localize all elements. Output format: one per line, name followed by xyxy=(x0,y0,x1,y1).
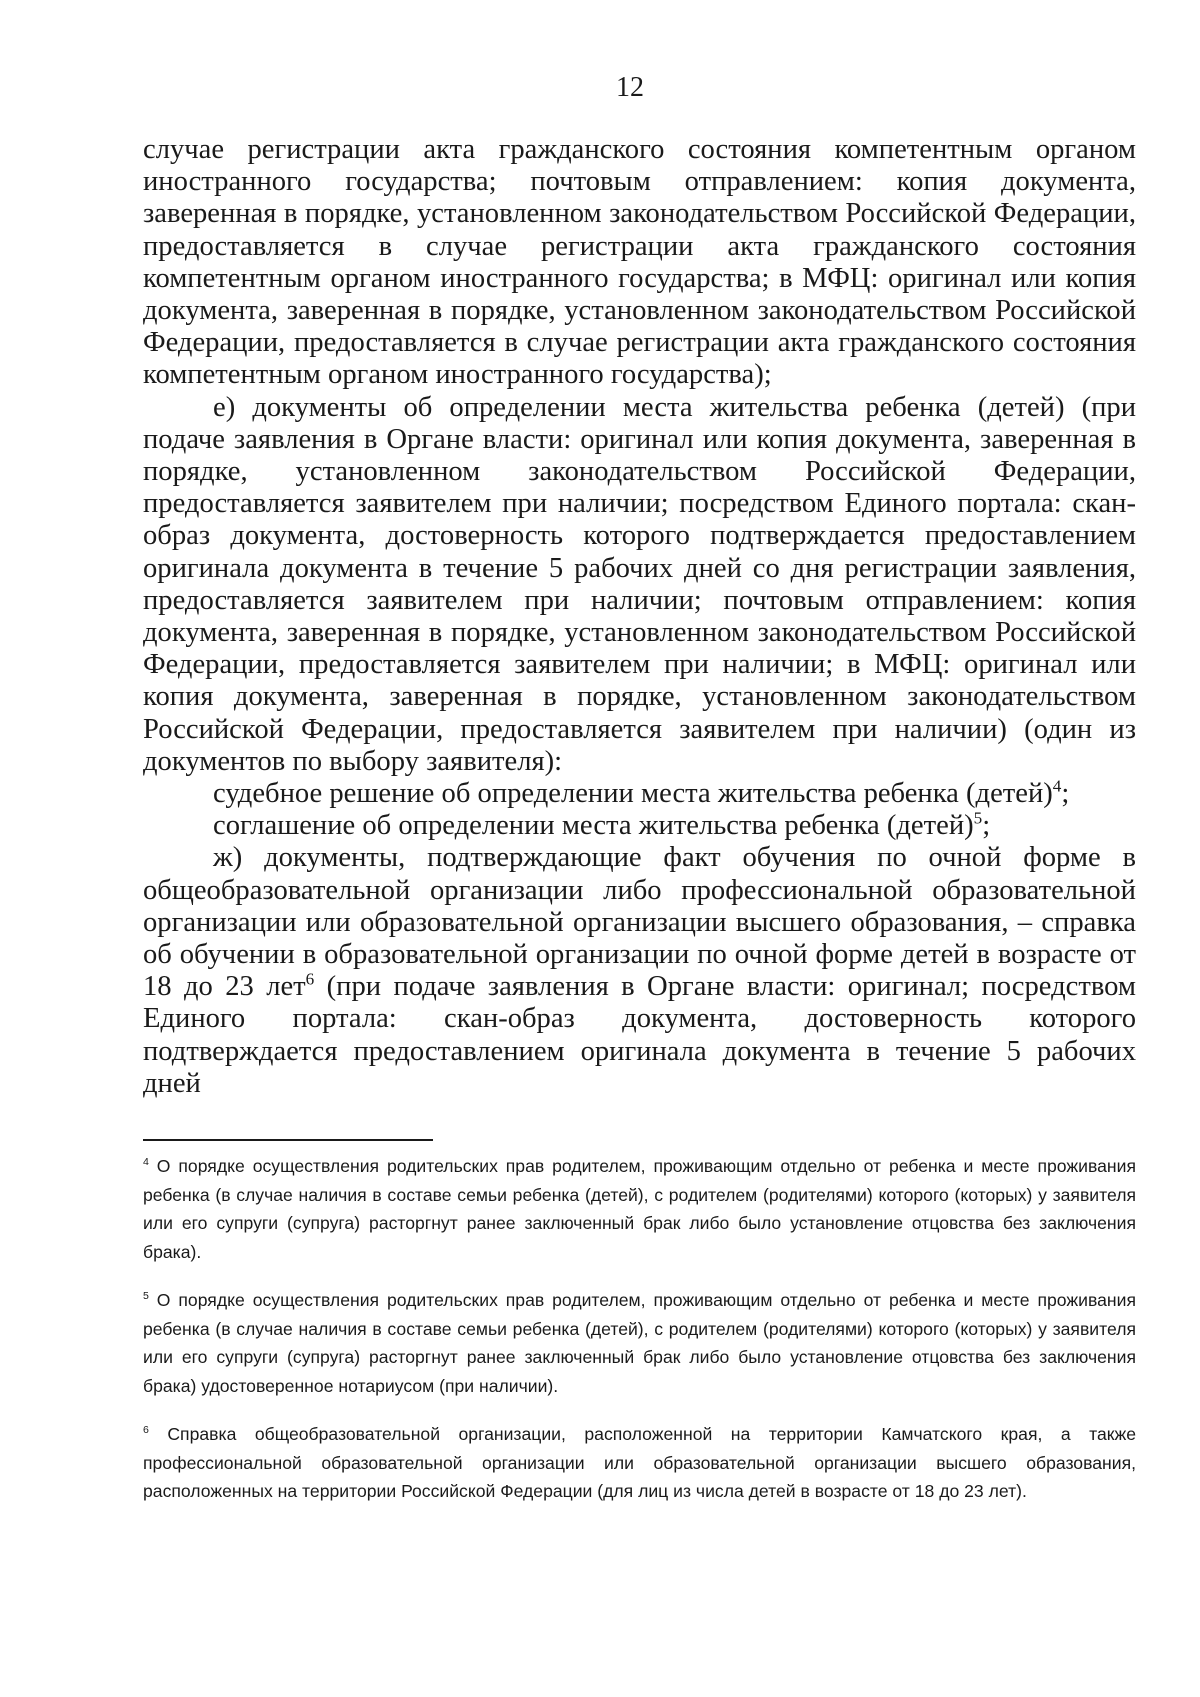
paragraph-court-decision xyxy=(143,778,1136,810)
footnote-text: О порядке осуществления родительских прав родителем, проживающим отдельно от ребенка и месте проживания ребенка (в случае наличия в составе семьи ребенка (детей), с родителем (родителями) которого (которых) у заявителя или его супруги (супруга) расторгнут ранее заключенный брак либо было установление отцовства без заключения брака). xyxy=(143,1156,1136,1262)
document-body xyxy=(143,134,1136,1100)
paragraph-agreement xyxy=(143,810,1136,842)
footnote-text: Справка общеобразовательной организации, расположенной на территории Камчатского края, а также профессиональной образовательной организации или образовательной организации высшего образования, расположенных на территории Российской Федерации (для лиц из числа детей в возрасте от 18 до 23 лет). xyxy=(143,1424,1136,1501)
footnote-text: О порядке осуществления родительских прав родителем, проживающим отдельно от ребенка и месте проживания ребенка (в случае наличия в составе семьи ребенка (детей), с родителем (родителями) которого (которых) у заявителя или его супруги (супруга) расторгнут ранее заключенный брак либо было установление отцовства без заключения брака) удостоверенное нотариусом (при наличии). xyxy=(143,1290,1136,1396)
item-zh-text-before: ж) документы, подтверждающие факт обучения по очной форме в общеобразовательной организации либо профессиональной образовательной организации или образовательной организации высшего образования, – справка об обучении в образовательной организации по очной форме детей в возрасте от 18 до 23 лет xyxy=(143,842,1136,1003)
footnote-separator xyxy=(143,1139,433,1141)
paragraph-continuation: случае регистрации акта гражданского состояния компетентным органом иностранного государства; почтовым отправлением: копия документа, заверенная в порядке, установленном законодательством Российской Федерации, предоставляется в случае регистрации акта гражданского состояния компетентным органом иностранного государства; в МФЦ: оригинал или копия документа, заверенная в порядке, установленном законодательством Российской Федерации, предоставляется в случае регистрации акта гражданского состояния компетентным органом иностранного государства); xyxy=(143,134,1136,391)
footnote-number: 6 xyxy=(143,1424,149,1437)
footnote-ref-5[interactable]: 5 xyxy=(973,808,983,828)
footnote-5 xyxy=(143,1286,1136,1400)
footnote-ref-4[interactable]: 4 xyxy=(1052,776,1062,796)
footnote-number: 4 xyxy=(143,1156,149,1169)
court-decision-text: судебное решение об определении места жительства ребенка (детей) xyxy=(213,778,1053,810)
paragraph-item-zh xyxy=(143,842,1136,1100)
agreement-end: ; xyxy=(982,810,991,842)
paragraph-item-e: е) документы об определении места жительства ребенка (детей) (при подаче заявления в Органе власти: оригинал или копия документа, заверенная в порядке, установленном законодательством Российской Федерации, предоставляется заявителем при наличии; посредством Единого портала: скан-образ документа, достоверность которого подтверждается предоставлением оригинала документа в течение 5 рабочих дней со дня регистрации заявления, предоставляется заявителем при наличии; почтовым отправлением: копия документа, заверенная в порядке, установленном законодательством Российской Федерации, предоставляется заявителем при наличии; в МФЦ: оригинал или копия документа, заверенная в порядке, установленном законодательством Российской Федерации, предоставляется заявителем при наличии) (один из документов по выбору заявителя): xyxy=(143,391,1136,777)
page-number: 12 xyxy=(616,72,644,103)
footnote-4 xyxy=(143,1152,1136,1266)
footnotes-section xyxy=(143,1152,1136,1526)
footnote-number: 5 xyxy=(143,1290,149,1303)
court-decision-end: ; xyxy=(1061,778,1070,810)
agreement-text: соглашение об определении места жительства ребенка (детей) xyxy=(213,810,974,842)
footnote-6 xyxy=(143,1420,1136,1506)
footnote-ref-6[interactable]: 6 xyxy=(305,969,315,989)
item-zh-text-after: (при подаче заявления в Органе власти: оригинал; посредством Единого портала: скан-образ документа, достоверность которого подтверждается предоставлением оригинала документа в течение 5 рабочих дней xyxy=(143,971,1136,1099)
